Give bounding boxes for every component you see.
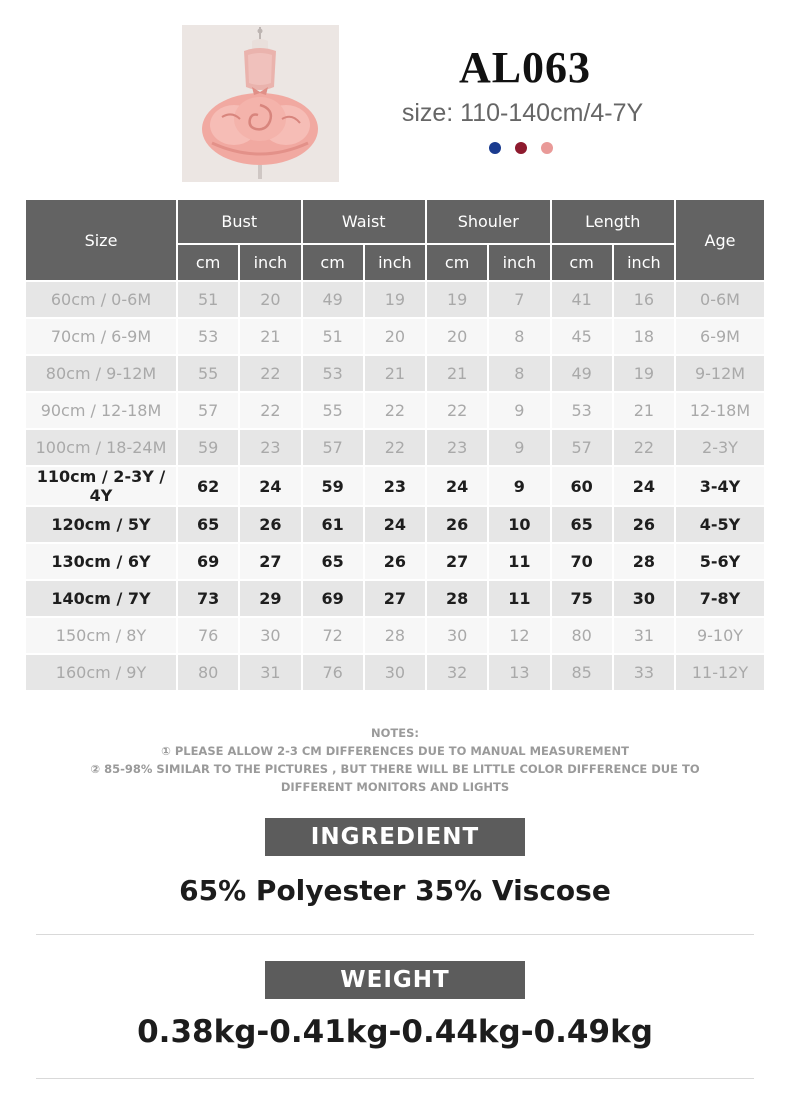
size-cell: 60cm / 0-6M	[26, 282, 176, 317]
waist-inch-cell: 21	[365, 356, 425, 391]
shoulder-cm-cell: 20	[427, 319, 487, 354]
age-cell: 5-6Y	[676, 544, 764, 579]
waist-inch-cell: 22	[365, 393, 425, 428]
length-cm-cell: 45	[552, 319, 612, 354]
shoulder-inch-cell: 13	[489, 655, 549, 690]
shoulder-inch-cell: 11	[489, 544, 549, 579]
bust-inch-cell: 29	[240, 581, 300, 616]
bust-inch-cell: 23	[240, 430, 300, 465]
waist-inch-cell: 24	[365, 507, 425, 542]
bust-inch-cell: 31	[240, 655, 300, 690]
shoulder-inch-cell: 7	[489, 282, 549, 317]
shoulder-cm-cell: 22	[427, 393, 487, 428]
size-cell: 160cm / 9Y	[26, 655, 176, 690]
waist-inch-cell: 28	[365, 618, 425, 653]
waist-cm-cell: 76	[303, 655, 363, 690]
age-cell: 12-18M	[676, 393, 764, 428]
bust-cm-cell: 80	[178, 655, 238, 690]
header-waist: Waist	[303, 200, 426, 243]
size-chart-table	[24, 198, 766, 692]
length-cm-cell: 70	[552, 544, 612, 579]
color-swatch-pink[interactable]	[541, 142, 553, 154]
shoulder-inch-cell: 8	[489, 319, 549, 354]
length-inch-cell: 33	[614, 655, 674, 690]
size-cell: 130cm / 6Y	[26, 544, 176, 579]
waist-cm-cell: 59	[303, 467, 363, 505]
length-cm-cell: 80	[552, 618, 612, 653]
bust-cm-cell: 59	[178, 430, 238, 465]
subheader-inch: inch	[614, 245, 674, 280]
length-inch-cell: 19	[614, 356, 674, 391]
header-shoulder: Shouler	[427, 200, 550, 243]
shoulder-inch-cell: 8	[489, 356, 549, 391]
length-inch-cell: 26	[614, 507, 674, 542]
color-options	[489, 142, 553, 154]
bust-cm-cell: 57	[178, 393, 238, 428]
table-row	[26, 544, 764, 579]
shoulder-cm-cell: 24	[427, 467, 487, 505]
length-cm-cell: 85	[552, 655, 612, 690]
bust-cm-cell: 76	[178, 618, 238, 653]
shoulder-inch-cell: 9	[489, 393, 549, 428]
waist-inch-cell: 26	[365, 544, 425, 579]
length-inch-cell: 22	[614, 430, 674, 465]
length-cm-cell: 65	[552, 507, 612, 542]
age-cell: 11-12Y	[676, 655, 764, 690]
size-cell: 100cm / 18-24M	[26, 430, 176, 465]
waist-cm-cell: 51	[303, 319, 363, 354]
waist-inch-cell: 19	[365, 282, 425, 317]
waist-inch-cell: 23	[365, 467, 425, 505]
table-row	[26, 393, 764, 428]
color-swatch-burgundy[interactable]	[515, 142, 527, 154]
table-row	[26, 655, 764, 690]
waist-cm-cell: 69	[303, 581, 363, 616]
waist-cm-cell: 72	[303, 618, 363, 653]
length-inch-cell: 16	[614, 282, 674, 317]
length-cm-cell: 49	[552, 356, 612, 391]
length-cm-cell: 53	[552, 393, 612, 428]
shoulder-cm-cell: 23	[427, 430, 487, 465]
waist-cm-cell: 57	[303, 430, 363, 465]
divider	[36, 1078, 754, 1079]
shoulder-cm-cell: 30	[427, 618, 487, 653]
waist-cm-cell: 55	[303, 393, 363, 428]
bust-cm-cell: 53	[178, 319, 238, 354]
notes-line-1: ① PLEASE ALLOW 2-3 CM DIFFERENCES DUE TO MANUAL MEASUREMENT	[161, 744, 629, 758]
table-row	[26, 356, 764, 391]
bust-inch-cell: 22	[240, 356, 300, 391]
product-code: AL063	[458, 43, 592, 92]
table-row	[26, 507, 764, 542]
table-row	[26, 581, 764, 616]
shoulder-cm-cell: 28	[427, 581, 487, 616]
header-size: Size	[26, 200, 176, 280]
notes-line-2: ② 85-98% SIMILAR TO THE PICTURES , BUT THERE WILL BE LITTLE COLOR DIFFERENCE DUE TO DIFFERENT MONITORS AND LIGHTS	[90, 762, 700, 794]
size-cell: 80cm / 9-12M	[26, 356, 176, 391]
table-row	[26, 618, 764, 653]
waist-cm-cell: 65	[303, 544, 363, 579]
color-swatch-navy[interactable]	[489, 142, 501, 154]
bust-inch-cell: 26	[240, 507, 300, 542]
age-cell: 2-3Y	[676, 430, 764, 465]
length-inch-cell: 30	[614, 581, 674, 616]
header-bust: Bust	[178, 200, 301, 243]
length-inch-cell: 21	[614, 393, 674, 428]
weight-banner: WEIGHT	[265, 961, 525, 999]
table-row	[26, 467, 764, 505]
shoulder-inch-cell: 10	[489, 507, 549, 542]
length-inch-cell: 31	[614, 618, 674, 653]
size-cell: 90cm / 12-18M	[26, 393, 176, 428]
bust-cm-cell: 62	[178, 467, 238, 505]
size-cell: 70cm / 6-9M	[26, 319, 176, 354]
shoulder-cm-cell: 26	[427, 507, 487, 542]
product-image	[182, 25, 339, 182]
length-cm-cell: 75	[552, 581, 612, 616]
waist-inch-cell: 27	[365, 581, 425, 616]
divider	[36, 934, 754, 935]
size-cell: 140cm / 7Y	[26, 581, 176, 616]
subheader-cm: cm	[178, 245, 238, 280]
shoulder-cm-cell: 21	[427, 356, 487, 391]
age-cell: 7-8Y	[676, 581, 764, 616]
weight-value: 0.38kg-0.41kg-0.44kg-0.49kg	[137, 1014, 653, 1050]
subheader-cm: cm	[427, 245, 487, 280]
size-cell: 150cm / 8Y	[26, 618, 176, 653]
length-cm-cell: 60	[552, 467, 612, 505]
shoulder-cm-cell: 19	[427, 282, 487, 317]
age-cell: 9-10Y	[676, 618, 764, 653]
waist-inch-cell: 30	[365, 655, 425, 690]
table-row	[26, 430, 764, 465]
waist-inch-cell: 22	[365, 430, 425, 465]
subheader-inch: inch	[240, 245, 300, 280]
size-range: size: 110-140cm/4-7Y	[401, 99, 644, 127]
bust-cm-cell: 55	[178, 356, 238, 391]
shoulder-inch-cell: 9	[489, 430, 549, 465]
shoulder-inch-cell: 9	[489, 467, 549, 505]
length-inch-cell: 24	[614, 467, 674, 505]
subheader-inch: inch	[365, 245, 425, 280]
bust-cm-cell: 73	[178, 581, 238, 616]
shoulder-inch-cell: 12	[489, 618, 549, 653]
length-inch-cell: 18	[614, 319, 674, 354]
table-row	[26, 319, 764, 354]
age-cell: 3-4Y	[676, 467, 764, 505]
waist-cm-cell: 61	[303, 507, 363, 542]
length-inch-cell: 28	[614, 544, 674, 579]
age-cell: 0-6M	[676, 282, 764, 317]
shoulder-inch-cell: 11	[489, 581, 549, 616]
subheader-cm: cm	[552, 245, 612, 280]
header-age: Age	[676, 200, 764, 280]
size-cell: 120cm / 5Y	[26, 507, 176, 542]
subheader-cm: cm	[303, 245, 363, 280]
shoulder-cm-cell: 32	[427, 655, 487, 690]
waist-inch-cell: 20	[365, 319, 425, 354]
age-cell: 6-9M	[676, 319, 764, 354]
bust-cm-cell: 69	[178, 544, 238, 579]
waist-cm-cell: 49	[303, 282, 363, 317]
waist-cm-cell: 53	[303, 356, 363, 391]
length-cm-cell: 57	[552, 430, 612, 465]
ingredient-value: 65% Polyester 35% Viscose	[179, 874, 611, 907]
size-chart-body	[26, 282, 764, 690]
bust-inch-cell: 24	[240, 467, 300, 505]
length-cm-cell: 41	[552, 282, 612, 317]
header-length: Length	[552, 200, 675, 243]
age-cell: 9-12M	[676, 356, 764, 391]
age-cell: 4-5Y	[676, 507, 764, 542]
bust-inch-cell: 21	[240, 319, 300, 354]
bust-cm-cell: 51	[178, 282, 238, 317]
notes	[40, 724, 750, 796]
bust-inch-cell: 20	[240, 282, 300, 317]
bust-inch-cell: 22	[240, 393, 300, 428]
notes-title: NOTES:	[371, 726, 419, 740]
ingredient-banner: INGREDIENT	[265, 818, 525, 856]
table-row	[26, 282, 764, 317]
bust-inch-cell: 27	[240, 544, 300, 579]
bust-cm-cell: 65	[178, 507, 238, 542]
shoulder-cm-cell: 27	[427, 544, 487, 579]
size-cell: 110cm / 2-3Y / 4Y	[26, 467, 176, 505]
bust-inch-cell: 30	[240, 618, 300, 653]
subheader-inch: inch	[489, 245, 549, 280]
